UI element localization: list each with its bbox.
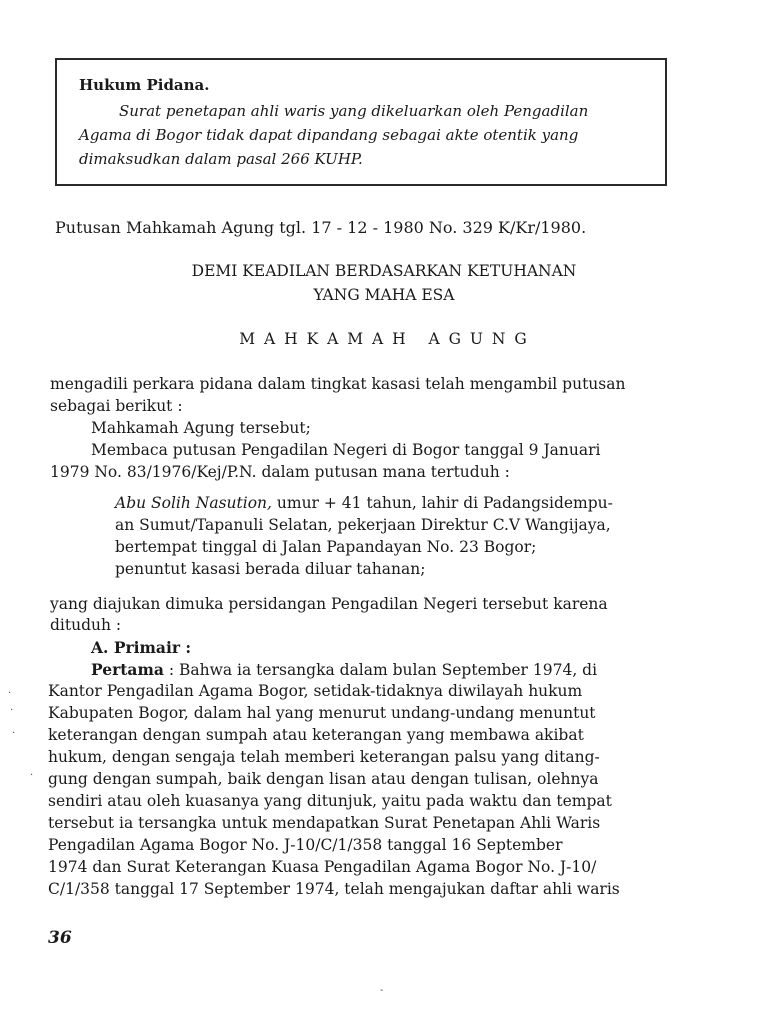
decision-reference: Putusan Mahkamah Agung tgl. 17 - 12 - 1980 No. 329 K/Kr/1980. bbox=[55, 218, 587, 237]
defendant-line-1 bbox=[115, 494, 613, 512]
pertama-line-6: gung dengan sumpah, baik dengan lisan atau dengan tulisan, olehnya bbox=[48, 770, 599, 788]
pertama-line-3: Kabupaten Bogor, dalam hal yang menurut undang-undang menuntut bbox=[48, 704, 596, 722]
pertama-line-5: hukum, dengan sengaja telah memberi keterangan palsu yang ditang- bbox=[48, 748, 600, 766]
defendant-line-1-rest: umur + 41 tahun, lahir di Padangsidempu- bbox=[271, 494, 613, 512]
pertama-line-4: keterangan dengan sumpah atau keterangan yang membawa akibat bbox=[48, 726, 584, 744]
summary-box bbox=[55, 58, 667, 186]
box-title: Hukum Pidana. bbox=[79, 76, 210, 94]
pertama-line-1 bbox=[91, 660, 597, 679]
body-p4-line-2: dituduh : bbox=[50, 616, 122, 634]
pertama-line-11: C/1/358 tanggal 17 September 1974, telah mengajukan daftar ahli waris bbox=[48, 880, 620, 898]
scan-speck: - bbox=[380, 985, 384, 996]
body-p1-line-2: sebagai berikut : bbox=[50, 397, 183, 415]
pertama-line-8: tersebut ia tersangka untuk mendapatkan Surat Penetapan Ahli Waris bbox=[48, 814, 601, 832]
body-p3-line-1: Membaca putusan Pengadilan Negeri di Bogor tanggal 9 Januari bbox=[91, 441, 601, 459]
pertama-label: Pertama bbox=[91, 660, 164, 679]
court-name: M A H K A M A H A G U N G bbox=[239, 330, 529, 348]
scan-speck: · bbox=[12, 728, 16, 739]
body-p4-line-1: yang diajukan dimuka persidangan Pengadilan Negeri tersebut karena bbox=[50, 595, 608, 613]
pertama-line-9: Pengadilan Agama Bogor No. J-10/C/1/358 tanggal 16 September bbox=[48, 836, 563, 854]
heading-line-2: YANG MAHA ESA bbox=[313, 286, 455, 304]
scan-speck: · bbox=[8, 688, 12, 699]
body-p1-line-1: mengadili perkara pidana dalam tingkat kasasi telah mengambil putusan bbox=[50, 375, 626, 393]
pertama-line-1-rest: : Bahwa ia tersangka dalam bulan September 1974, di bbox=[163, 661, 598, 679]
defendant-line-4: penuntut kasasi berada diluar tahanan; bbox=[115, 560, 426, 578]
body-p2: Mahkamah Agung tersebut; bbox=[91, 419, 311, 437]
box-line-2: Agama di Bogor tidak dapat dipandang sebagai akte otentik yang bbox=[79, 126, 579, 144]
scan-speck: · bbox=[10, 705, 14, 716]
heading-line-1: DEMI KEADILAN BERDASARKAN KETUHANAN bbox=[191, 262, 577, 280]
box-line-3: dimaksudkan dalam pasal 266 KUHP. bbox=[79, 150, 363, 168]
box-line-1: Surat penetapan ahli waris yang dikeluarkan oleh Pengadilan bbox=[119, 102, 589, 120]
body-p3-line-2: 1979 No. 83/1976/Kej/P.N. dalam putusan mana tertuduh : bbox=[50, 463, 510, 481]
primair-heading: A. Primair : bbox=[91, 638, 192, 657]
pertama-line-10: 1974 dan Surat Keterangan Kuasa Pengadilan Agama Bogor No. J-10/ bbox=[48, 858, 597, 876]
defendant-line-3: bertempat tinggal di Jalan Papandayan No. 23 Bogor; bbox=[115, 538, 537, 556]
defendant-name: Abu Solih Nasution, bbox=[115, 494, 272, 512]
pertama-line-2: Kantor Pengadilan Agama Bogor, setidak-tidaknya diwilayah hukum bbox=[48, 682, 583, 700]
defendant-line-2: an Sumut/Tapanuli Selatan, pekerjaan Direktur C.V Wangijaya, bbox=[115, 516, 611, 534]
scan-speck: · bbox=[30, 770, 34, 781]
page-number: 36 bbox=[48, 928, 72, 948]
pertama-line-7: sendiri atau oleh kuasanya yang ditunjuk, yaitu pada waktu dan tempat bbox=[48, 792, 612, 810]
